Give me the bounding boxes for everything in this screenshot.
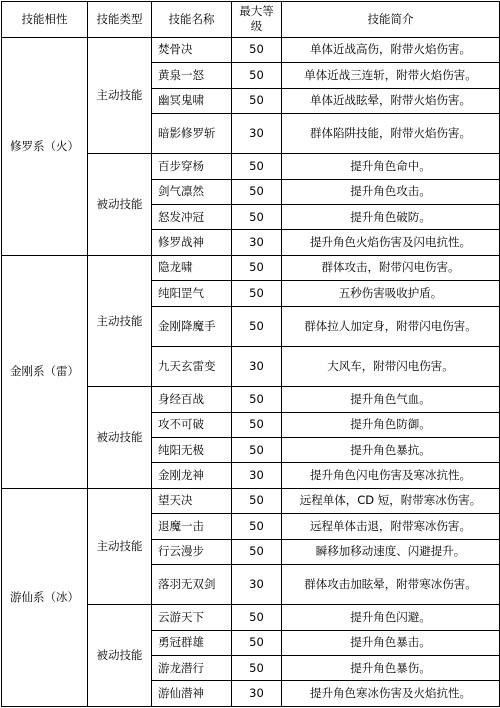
max-level-cell: 50 (232, 306, 282, 346)
max-level-cell: 30 (232, 113, 282, 153)
skill-name-cell: 纯阳无极 (152, 438, 232, 463)
skill-name-cell: 隐龙啸 (152, 255, 232, 280)
skill-type-cell: 主动技能 (88, 488, 152, 605)
skill-name-cell: 退魔一击 (152, 514, 232, 539)
max-level-cell: 50 (232, 514, 282, 539)
skill-name-cell: 身经百战 (152, 387, 232, 412)
header-cell-attribute: 技能相性 (2, 2, 88, 38)
header-cell-name: 技能名称 (152, 2, 232, 38)
max-level-cell: 30 (232, 346, 282, 386)
skill-name-cell: 游龙潜行 (152, 656, 232, 681)
max-level-cell: 30 (232, 230, 282, 255)
skill-desc-cell: 提升角色暴击。 (282, 630, 500, 655)
max-level-cell: 30 (232, 681, 282, 707)
max-level-cell: 50 (232, 179, 282, 204)
skill-type-cell: 主动技能 (88, 255, 152, 387)
skill-name-cell: 望天决 (152, 488, 232, 513)
header-cell-desc: 技能简介 (282, 2, 500, 38)
max-level-cell: 50 (232, 539, 282, 564)
skill-desc-cell: 提升角色暴伤。 (282, 656, 500, 681)
skill-desc-cell: 群体攻击加眩晕，附带寒冰伤害。 (282, 564, 500, 604)
skill-desc-cell: 提升角色暴抗。 (282, 438, 500, 463)
skill-desc-cell: 提升角色寒冰伤害及火焰抗性。 (282, 681, 500, 707)
skill-desc-cell: 大风车，附带闪电伤害。 (282, 346, 500, 386)
skill-name-cell: 纯阳罡气 (152, 281, 232, 306)
skill-desc-cell: 群体陷阱技能，附带火焰伤害。 (282, 113, 500, 153)
skill-desc-cell: 提升角色攻击。 (282, 179, 500, 204)
skill-name-cell: 百步穿杨 (152, 154, 232, 179)
skill-name-cell: 金刚降魔手 (152, 306, 232, 346)
skill-desc-cell: 远程单体，CD 短，附带寒冰伤害。 (282, 488, 500, 513)
skill-desc-cell: 五秒伤害吸收护盾。 (282, 281, 500, 306)
header-row (2, 2, 500, 38)
max-level-cell: 50 (232, 412, 282, 437)
skill-desc-cell: 提升角色闪避。 (282, 605, 500, 630)
max-level-cell: 50 (232, 88, 282, 113)
max-level-cell: 50 (232, 438, 282, 463)
skill-desc-cell: 单体近战眩晕，附带火焰伤害。 (282, 88, 500, 113)
table-row (2, 255, 500, 280)
skill-desc-cell: 提升角色气血。 (282, 387, 500, 412)
skill-attribute-cell: 修罗系（火） (2, 37, 88, 255)
max-level-cell: 50 (232, 488, 282, 513)
skill-name-cell: 金刚龙神 (152, 463, 232, 488)
skill-desc-cell: 提升角色破防。 (282, 205, 500, 230)
skill-desc-cell: 单体近战三连斩，附带火焰伤害。 (282, 63, 500, 88)
max-level-cell: 50 (232, 656, 282, 681)
skill-type-cell: 被动技能 (88, 605, 152, 707)
skill-desc-cell: 群体攻击，附带闪电伤害。 (282, 255, 500, 280)
skill-attribute-cell: 游仙系（冰） (2, 488, 88, 706)
skill-name-cell: 剑气凛然 (152, 179, 232, 204)
skill-type-cell: 被动技能 (88, 154, 152, 256)
skill-table (1, 1, 500, 707)
skill-name-cell: 行云漫步 (152, 539, 232, 564)
header-cell-level: 最大等级 (232, 2, 282, 38)
skill-desc-cell: 提升角色闪电伤害及寒冰抗性。 (282, 463, 500, 488)
skill-name-cell: 修罗战神 (152, 230, 232, 255)
skill-name-cell: 勇冠群雄 (152, 630, 232, 655)
skill-name-cell: 云游天下 (152, 605, 232, 630)
skill-name-cell: 幽冥鬼啸 (152, 88, 232, 113)
skill-type-cell: 被动技能 (88, 387, 152, 489)
max-level-cell: 50 (232, 281, 282, 306)
skill-desc-cell: 提升角色命中。 (282, 154, 500, 179)
table-row (2, 37, 500, 62)
skill-type-cell: 主动技能 (88, 37, 152, 154)
max-level-cell: 30 (232, 564, 282, 604)
max-level-cell: 50 (232, 387, 282, 412)
max-level-cell: 50 (232, 154, 282, 179)
skill-name-cell: 黄泉一怒 (152, 63, 232, 88)
skill-name-cell: 游仙潜神 (152, 681, 232, 707)
header-cell-type: 技能类型 (88, 2, 152, 38)
skill-desc-cell: 瞬移加移动速度、闪避提升。 (282, 539, 500, 564)
max-level-cell: 50 (232, 205, 282, 230)
skill-desc-cell: 群体拉人加定身，附带闪电伤害。 (282, 306, 500, 346)
max-level-cell: 30 (232, 463, 282, 488)
max-level-cell: 50 (232, 605, 282, 630)
max-level-cell: 50 (232, 37, 282, 62)
skill-desc-cell: 单体近战高伤，附带火焰伤害。 (282, 37, 500, 62)
table-row (2, 488, 500, 513)
skill-attribute-cell: 金刚系（雷） (2, 255, 88, 488)
skill-desc-cell: 提升角色防御。 (282, 412, 500, 437)
skill-name-cell: 攻不可破 (152, 412, 232, 437)
skill-name-cell: 九天玄雷变 (152, 346, 232, 386)
skill-desc-cell: 远程单体击退，附带寒冰伤害。 (282, 514, 500, 539)
max-level-cell: 50 (232, 63, 282, 88)
skill-desc-cell: 提升角色火焰伤害及闪电抗性。 (282, 230, 500, 255)
skill-name-cell: 怒发冲冠 (152, 205, 232, 230)
skill-name-cell: 落羽无双剑 (152, 564, 232, 604)
max-level-cell: 50 (232, 630, 282, 655)
max-level-cell: 50 (232, 255, 282, 280)
skill-name-cell: 焚骨决 (152, 37, 232, 62)
skill-name-cell: 暗影修罗斩 (152, 113, 232, 153)
